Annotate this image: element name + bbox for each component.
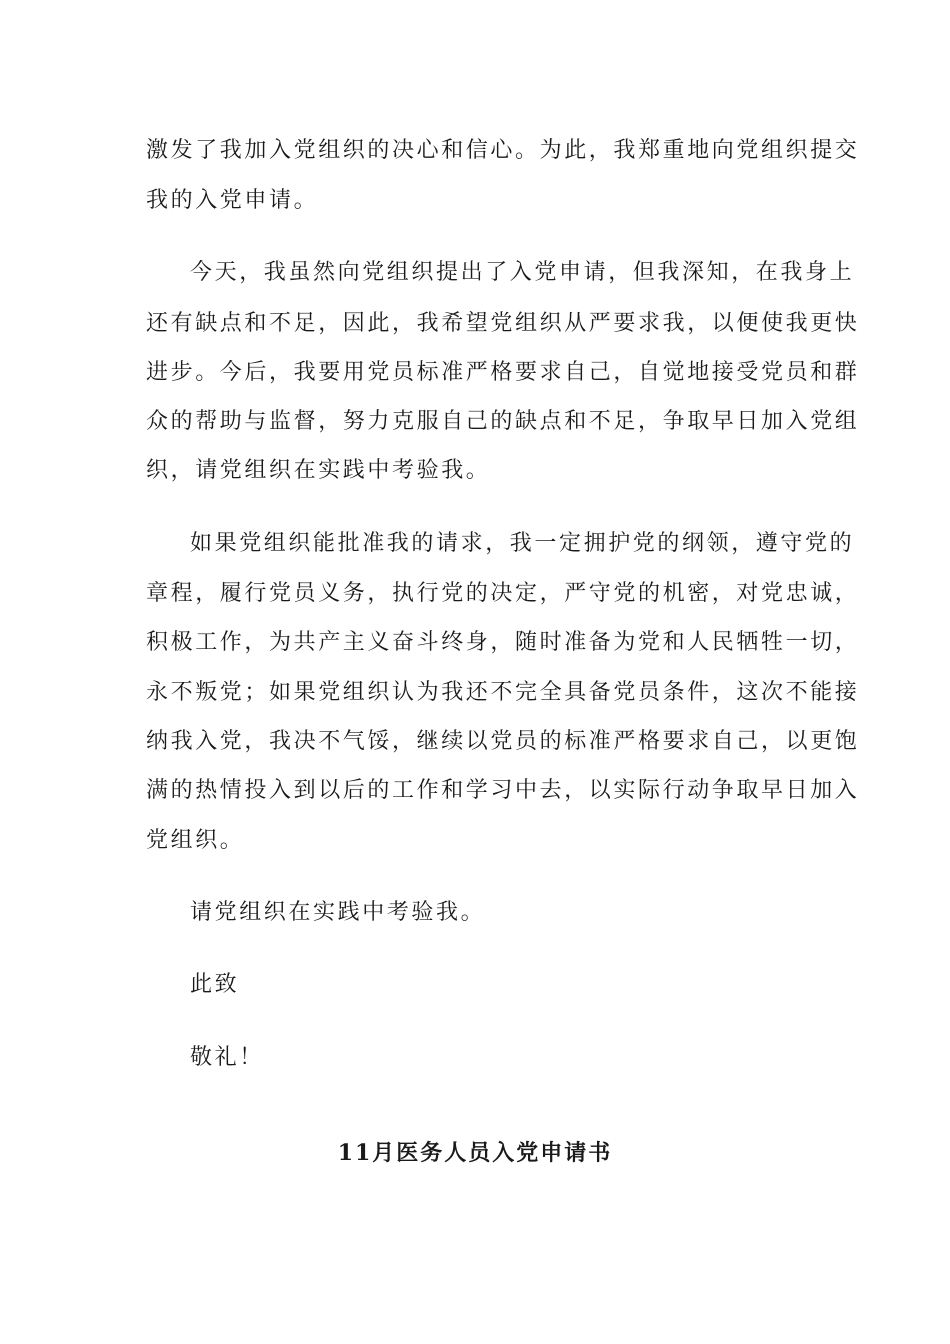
paragraph-2-line-2: 还有缺点和不足，因此，我希望党组织从严要求我，以便使我更快 — [146, 311, 860, 336]
salute-text: 敬礼！ — [190, 1045, 264, 1070]
paragraph-2-line-5: 织，请党组织在实践中考验我。 — [146, 458, 491, 483]
paragraph-2-line-4: 众的帮助与监督，努力克服自己的缺点和不足，争取早日加入党组 — [146, 409, 860, 434]
paragraph-3-line-1: 如果党组织能批准我的请求，我一定拥护党的纲领，遵守党的 — [190, 531, 855, 556]
closing-text: 此致 — [190, 972, 240, 997]
paragraph-3-line-7: 党组织。 — [146, 828, 245, 853]
paragraph-4-line-1: 请党组织在实践中考验我。 — [190, 900, 486, 925]
paragraph-3-line-2: 章程，履行党员义务，执行党的决定，严守党的机密，对党忠诚， — [146, 581, 860, 606]
next-document-title: 11月医务人员入党申请书 — [337, 1140, 613, 1166]
paragraph-2-line-3: 进步。今后，我要用党员标准严格要求自己，自觉地接受党员和群 — [146, 360, 860, 385]
paragraph-1-line-1: 激发了我加入党组织的决心和信心。为此，我郑重地向党组织提交 — [146, 138, 860, 163]
paragraph-2-line-1: 今天，我虽然向党组织提出了入党申请，但我深知，在我身上 — [190, 260, 855, 285]
paragraph-3-line-5: 纳我入党，我决不气馁，继续以党员的标准严格要求自己，以更饱 — [146, 729, 860, 754]
paragraph-3-line-4: 永不叛党；如果党组织认为我还不完全具备党员条件，这次不能接 — [146, 680, 860, 705]
paragraph-3-line-6: 满的热情投入到以后的工作和学习中去，以实际行动争取早日加入 — [146, 778, 860, 803]
paragraph-3-line-3: 积极工作，为共产主义奋斗终身，随时准备为党和人民牺牲一切， — [146, 630, 860, 655]
paragraph-1-line-2: 我的入党申请。 — [146, 188, 319, 213]
